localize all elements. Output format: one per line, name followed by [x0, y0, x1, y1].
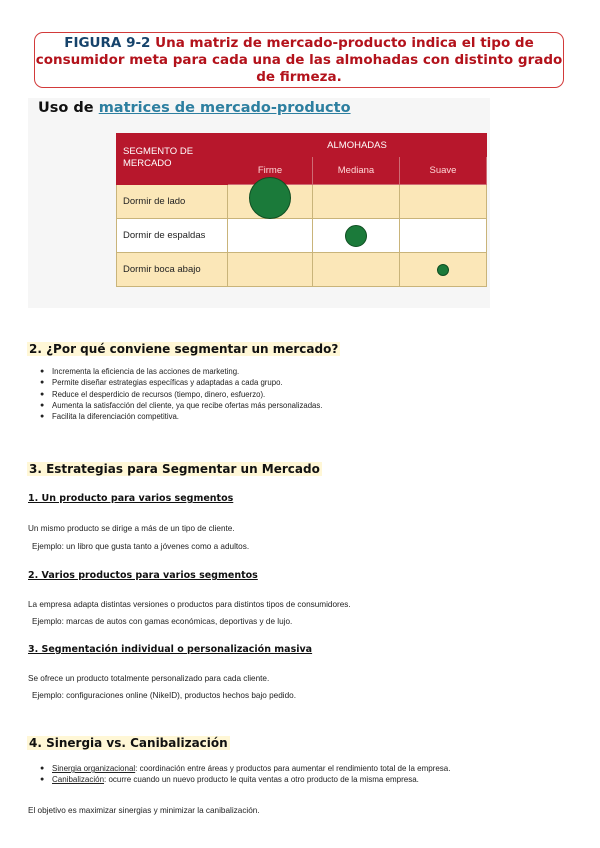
figure-caption [34, 32, 564, 88]
matrix-cell [400, 185, 487, 219]
figure-caption-text: Una matriz de mercado-producto indica el tipo de consumidor meta para cada una de las almohadas con distinto grado de firmeza. [35, 35, 563, 85]
list-item: ● Incrementa la eficiencia de las acciones de marketing. [40, 366, 322, 377]
matrix-cell [228, 185, 313, 219]
term-definition: : coordinación entre áreas y productos para aumentar el rendimiento total de la empresa. [135, 764, 451, 773]
strategy-2-example: Ejemplo: marcas de autos con gamas económicas, deportivas y de lujo. [32, 617, 293, 626]
header-almohadas: ALMOHADAS [228, 134, 487, 157]
table-row [117, 253, 487, 287]
strategy-2-description: La empresa adapta distintas versiones o productos para distintos tipos de consumidores. [28, 600, 351, 609]
matrix-cell [313, 253, 400, 287]
section-4-title: 4. Sinergia vs. Canibalización [29, 736, 228, 750]
list-item [40, 763, 450, 774]
term-canibalizacion: Canibalización [52, 775, 105, 785]
list-item: ● Permite diseñar estrategias específicas y adaptadas a cada grupo. [40, 377, 322, 388]
market-product-matrix [116, 133, 487, 287]
section-4-bullet-list [40, 763, 450, 786]
section-4-conclusion: El objetivo es maximizar sinergias y minimizar la canibalización. [28, 806, 260, 815]
list-item [40, 774, 450, 785]
term-sinergia: Sinergia organizacional [52, 764, 136, 773]
column-header-firme: Firme [228, 157, 313, 185]
matrix-cell [313, 219, 400, 253]
header-segment: SEGMENTO DE MERCADO [117, 134, 228, 185]
medium-dot-marker [345, 225, 367, 247]
figure-title [38, 100, 351, 116]
section-3-title: 3. Estrategias para Segmentar un Mercado [29, 462, 320, 476]
matrix-cell [228, 219, 313, 253]
matrix-cell [228, 253, 313, 287]
strategy-3-example: Ejemplo: configuraciones online (NikeID), productos hechos bajo pedido. [32, 691, 296, 700]
list-item: ● Reduce el desperdicio de recursos (tiempo, dinero, esfuerzo). [40, 389, 322, 400]
strategy-1-example: Ejemplo: un libro que gusta tanto a jóvenes como a adultos. [32, 542, 250, 551]
small-dot-marker [437, 264, 449, 276]
matrix-cell [400, 219, 487, 253]
strategy-1-title: 1. Un producto para varios segmentos [28, 493, 234, 504]
term-definition: : ocurre cuando un nuevo producto le quita ventas a otro producto de la misma empresa. [104, 775, 419, 785]
matrix-cell [400, 253, 487, 287]
table-row [117, 185, 487, 219]
column-header-mediana: Mediana [313, 157, 400, 185]
figure-label: FIGURA 9-2 [64, 35, 151, 51]
strategy-3-description: Se ofrece un producto totalmente personalizado para cada cliente. [28, 674, 270, 683]
large-dot-marker [249, 177, 291, 219]
list-item: ● Facilita la diferenciación competitiva. [40, 411, 322, 422]
strategy-2-title: 2. Varios productos para varios segmentos [28, 570, 258, 581]
figure-title-prefix: Uso de [38, 100, 94, 116]
strategy-3-title: 3. Segmentación individual o personalización masiva [28, 644, 313, 655]
section-2-bullet-list [40, 366, 322, 422]
section-2-title: 2. ¿Por qué conviene segmentar un mercado? [29, 342, 339, 356]
row-label: Dormir de espaldas [117, 219, 228, 253]
table-row [117, 219, 487, 253]
row-label: Dormir de lado [117, 185, 228, 219]
figure-title-link[interactable]: matrices de mercado-producto [98, 100, 351, 116]
list-item: ● Aumenta la satisfacción del cliente, ya que recibe ofertas más personalizadas. [40, 400, 322, 411]
column-header-suave: Suave [400, 157, 487, 185]
strategy-1-description: Un mismo producto se dirige a más de un tipo de cliente. [28, 524, 235, 533]
matrix-cell [313, 185, 400, 219]
row-label: Dormir boca abajo [117, 253, 228, 287]
